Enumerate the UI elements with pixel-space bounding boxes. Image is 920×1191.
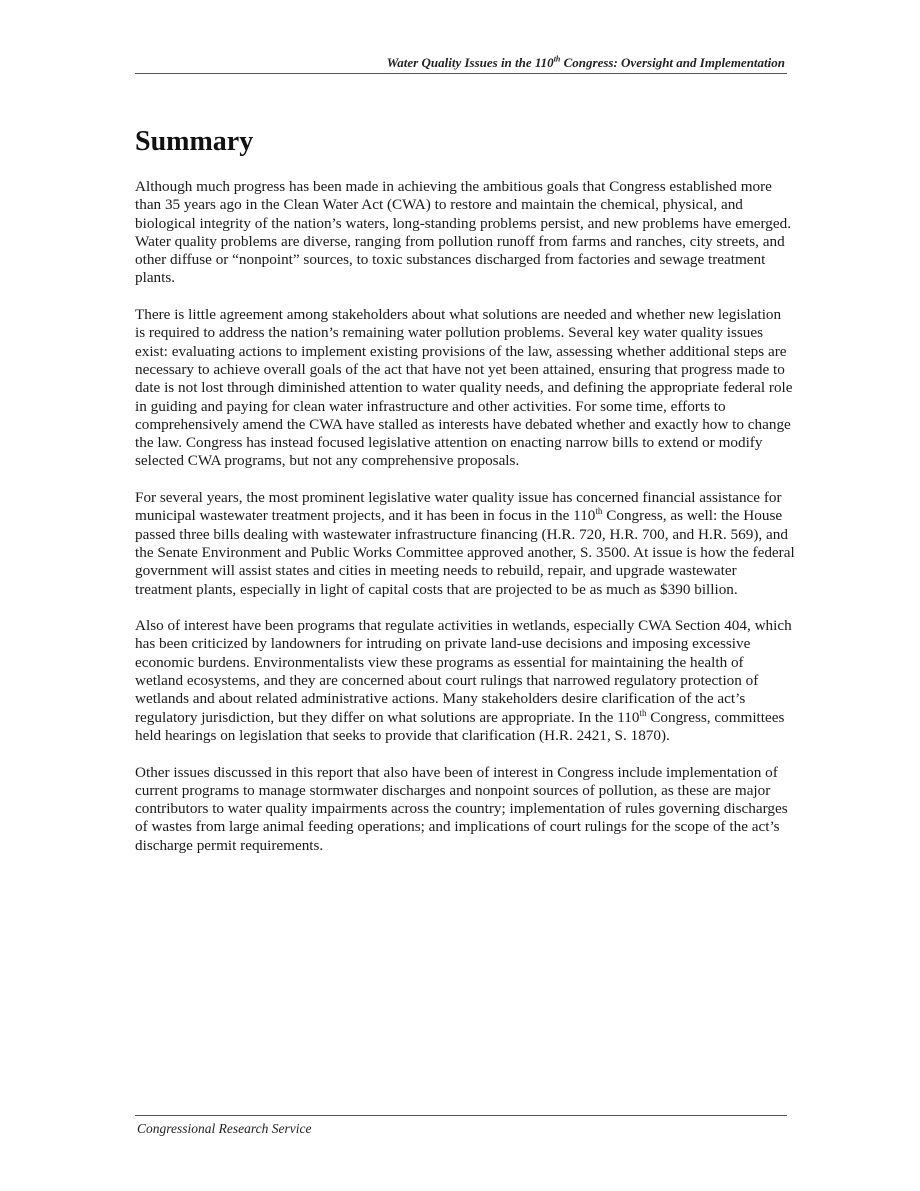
paragraph-3-superscript: th — [595, 506, 603, 517]
paragraph-3 — [135, 489, 795, 599]
paragraph-3-text-start: For several years, the most prominent legislative water quality issue has concerned financial assistance for municipal wastewater treatment projects, and it has been in focus in the 110 — [135, 489, 782, 525]
page-title: Summary — [135, 126, 254, 157]
paragraph-2: There is little agreement among stakeholders about what solutions are needed and whether new legislation is required to address the nation’s remaining water pollution problems. Several key water quality issues exist: evaluating actions to implement existing provisions of the law, assessing whether additional steps are necessary to achieve overall goals of the act that have not yet been attained, ensuring that progress made to date is not lost through diminished attention to water quality needs, and defining the appropriate federal role in guiding and paying for clean water infrastructure and other activities. For some time, efforts to comprehensively amend the CWA have stalled as interests have debated whether and exactly how to change the law. Congress has instead focused legislative attention on enacting narrow bills to extend or modify selected CWA programs, but not any comprehensive proposals. — [135, 306, 793, 470]
paragraph-4 — [135, 617, 795, 745]
paragraph-1: Although much progress has been made in achieving the ambitious goals that Congress established more than 35 years ago in the Clean Water Act (CWA) to restore and maintain the chemical, physical, and biological integrity of the nation’s waters, long-standing problems persist, and new problems have emerged. Water quality problems are diverse, ranging from pollution runoff from farms and ranches, city streets, and other diffuse or “nonpoint” sources, to toxic substances discharged from factories and sewage treatment plants. — [135, 178, 792, 287]
paragraph-4-text-end: Congress, committees held hearings on legislation that seeks to provide that clarification (H.R. 2421, S. 1870). — [135, 708, 785, 744]
running-header-text-start: Water Quality Issues in the 110 — [386, 55, 554, 70]
running-header — [135, 54, 785, 72]
paragraph-3-text-end: Congress, as well: the House passed three bills dealing with wastewater infrastructure financing (H.R. 720, H.R. 700, and H.R. 569), and the Senate Environment and Public Works Committee approved another, S. 3500. At issue is how the federal government will assist states and cities in meeting needs to rebuild, repair, and upgrade wastewater treatment plants, especially in light of capital costs that are projected to be as much as $390 billion. — [135, 507, 795, 598]
running-header-text-end: Congress: Oversight and Implementation — [560, 55, 785, 70]
footer-rule — [135, 1115, 787, 1116]
summary-body — [135, 178, 795, 873]
paragraph-5: Other issues discussed in this report that also have been of interest in Congress include implementation of current programs to manage stormwater discharges and nonpoint sources of pollution, as these are major contributors to water quality impairments across the country; implementation of rules governing discharges of wastes from large animal feeding operations; and implications of court rulings for the scope of the act’s discharge permit requirements. — [135, 763, 788, 854]
running-header-superscript: th — [553, 54, 561, 64]
paragraph-4-text-start: Also of interest have been programs that regulate activities in wetlands, especially CWA Section 404, which has been criticized by landowners for intruding on private land-use decisions and imposing excessive economic burdens. Environmentalists view these programs as essential for maintaining the health of wetland ecosystems, and they are concerned about court rulings that narrowed regulatory protection of wetlands and about related administrative actions. Many stakeholders desire clarification of the act’s regulatory jurisdiction, but they differ on what solutions are appropriate. In the 110 — [135, 617, 792, 726]
paragraph-4-superscript: th — [639, 707, 647, 718]
footer-text: Congressional Research Service — [137, 1121, 312, 1136]
header-rule — [135, 73, 787, 74]
